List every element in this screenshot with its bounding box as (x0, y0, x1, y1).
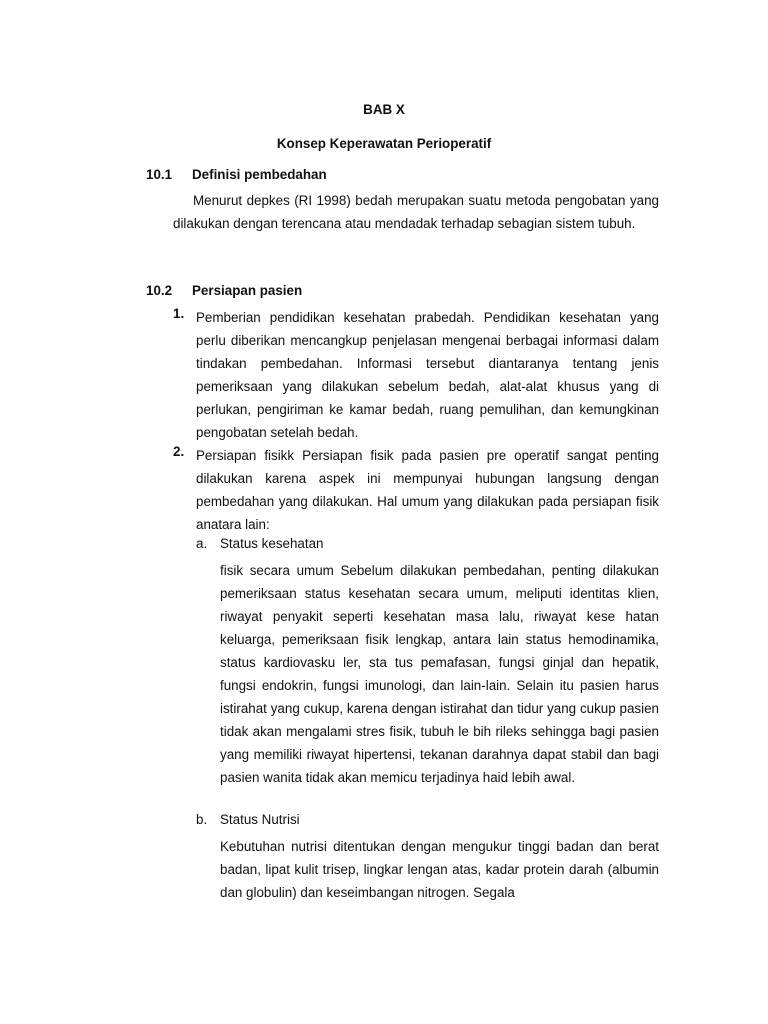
sublist-title: Status Nutrisi (220, 812, 300, 827)
sublist-marker: a. (196, 536, 208, 551)
chapter-title: Konsep Keperawatan Perioperatif (276, 136, 492, 151)
section-number: 10.1 (146, 167, 173, 182)
sublist-marker: b. (196, 812, 208, 827)
definition-paragraph: Menurut depkes (RI 1998) bedah merupakan suatu metoda pengobatan yang dilakukan dengan terencana atau mendadak terhadap sebagian sistem tubuh. (173, 193, 659, 231)
list-item-marker: 2. (173, 444, 185, 459)
sublist-title: Status kesehatan (220, 536, 324, 551)
sublist-text: fisik secara umum Sebelum dilakukan pembedahan, penting dilakukan pemeriksaan status kesehatan secara umum, meliputi identitas klien, riwayat penyakit seperti kesehatan masa lalu, riwayat kese hatan keluarga, pemeriksaan fisik lengkap, antara lain status hemodinamika, status kardiovasku ler, sta tus pemafasan, fungsi ginjal dan hepatik, fungsi endokrin, fungsi imunologi, dan lain-lain. Selain itu pasien harus istirahat yang cukup, karena dengan istirahat dan tidur yang cukup pasien tidak akan mengalami stres fisik, tubuh le bih rileks sehingga bagi pasien yang memiliki riwayat hipertensi, tekanan darahnya dapat stabil dan bagi pasien wanita tidak akan memicu terjadinya haid lebih awal. (220, 563, 659, 785)
sublist-text: Kebutuhan nutrisi ditentukan dengan mengukur tinggi badan dan berat badan, lipat kulit trisep, lingkar lengan atas, kadar protein darah (albumin dan globulin) dan keseimbangan nitrogen. Segala (220, 839, 659, 900)
section-number: 10.2 (146, 283, 173, 298)
list-item-text: Pemberian pendidikan kesehatan prabedah. Pendidikan kesehatan yang perlu diberikan mencangkup penjelasan mengenai berbagai informasi dalam tindakan pembedahan. Informasi tersebut diantaranya tentang jenis pemeriksaan yang dilakukan sebelum bedah, alat-alat khusus yang di perlukan, pengiriman ke kamar bedah, ruang pemulihan, dan kemungkinan pengobatan setelah bedah. (196, 310, 659, 440)
chapter-label: BAB X (363, 102, 405, 117)
section-heading: Definisi pembedahan (192, 167, 327, 182)
list-item-marker: 1. (173, 306, 185, 321)
list-item-text: Persiapan fisikk Persiapan fisik pada pasien pre operatif sangat penting dilakukan karena aspek ini mempunyai hubungan langsung dengan pembedahan yang dilakukan. Hal umum yang dilakukan pada persiapan fisik anatara lain: (196, 448, 659, 532)
section-heading: Persiapan pasien (192, 283, 303, 298)
